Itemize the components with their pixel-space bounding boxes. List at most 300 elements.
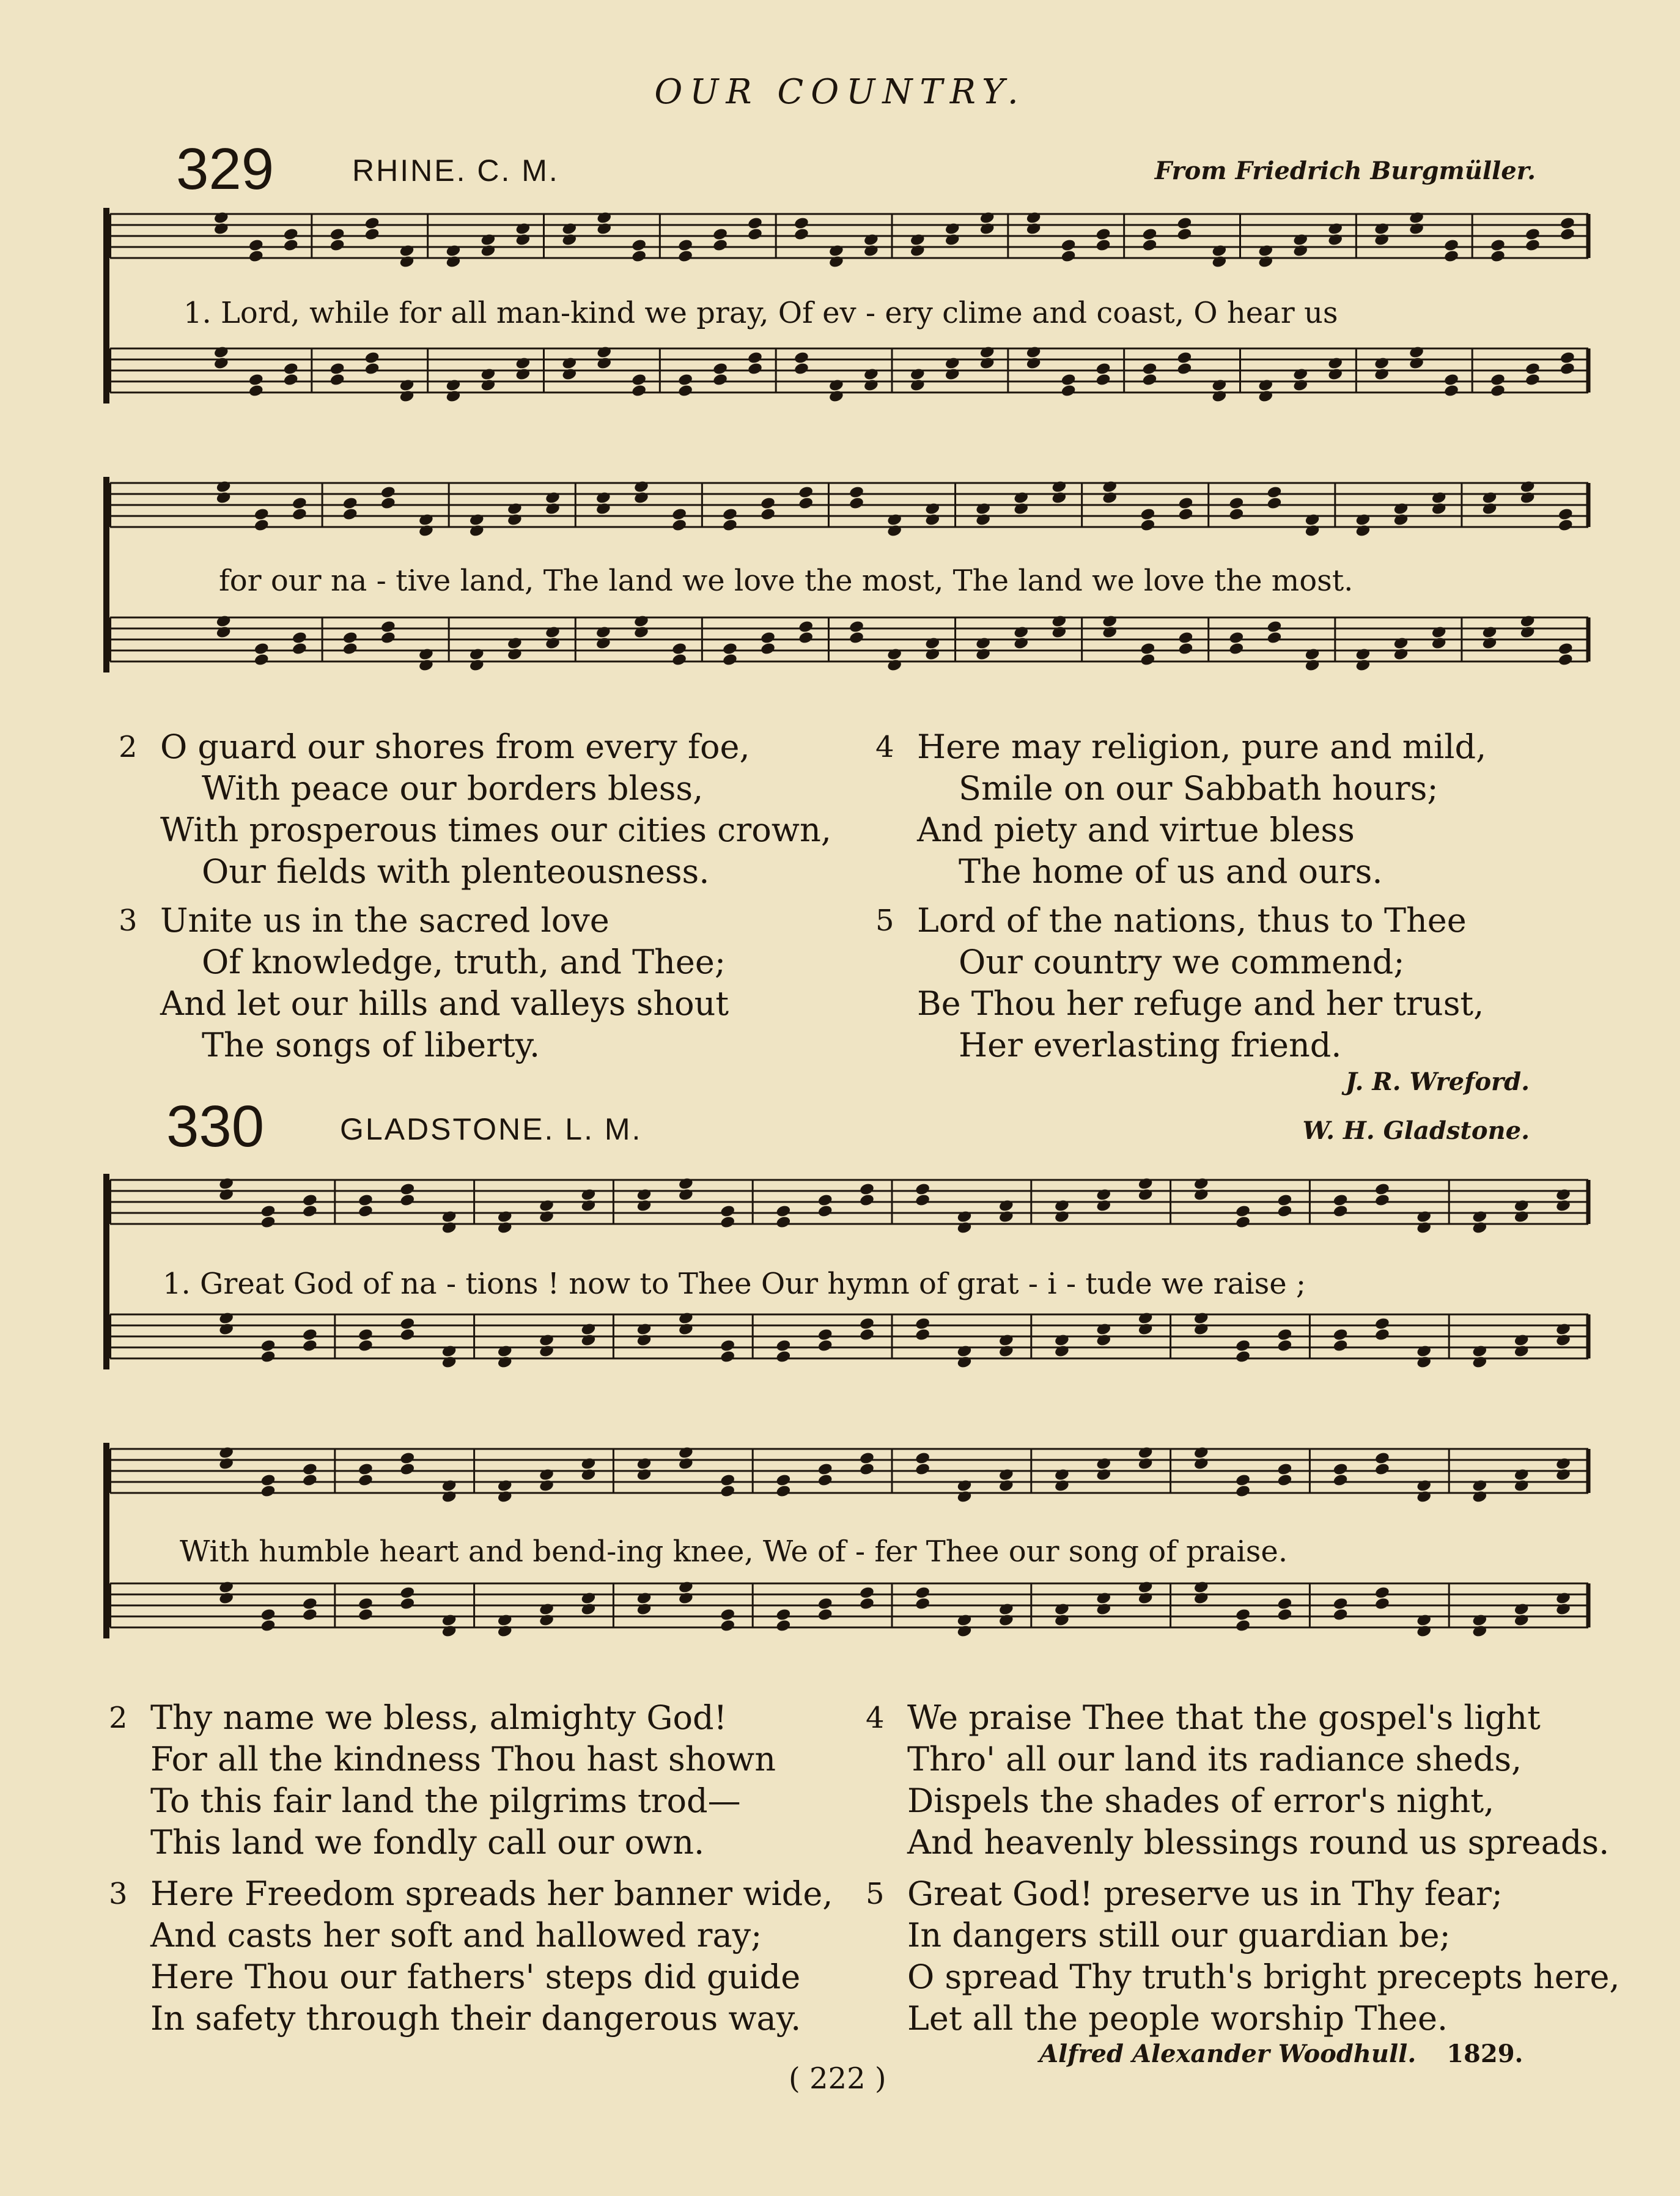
verse-line: With prosperous times our cities crown,	[160, 811, 831, 849]
note-head	[677, 384, 693, 398]
note-head	[1054, 1602, 1070, 1616]
note-head	[358, 1193, 374, 1207]
note-head	[399, 1451, 415, 1465]
note-head	[1177, 642, 1193, 656]
note-head	[886, 647, 902, 661]
note-head	[213, 222, 229, 236]
note-head	[441, 1490, 457, 1504]
note-head	[1141, 227, 1157, 241]
note-head	[1443, 384, 1459, 398]
note-head	[859, 1597, 875, 1611]
verse-line: And piety and virtue bless	[917, 811, 1355, 849]
note-head	[596, 222, 612, 236]
note-head	[886, 513, 902, 527]
note-head	[596, 345, 612, 359]
note-head	[218, 1188, 234, 1202]
note-head	[302, 1597, 318, 1611]
note-head	[380, 631, 396, 645]
note-head	[218, 1446, 234, 1460]
note-head	[1558, 653, 1574, 667]
note-head	[1416, 1613, 1432, 1627]
note-head	[1211, 378, 1227, 392]
note-head	[720, 1215, 735, 1229]
note-head	[1490, 238, 1506, 252]
verse-line: Our country we commend;	[959, 943, 1405, 981]
note-head	[828, 244, 844, 258]
verse-line: O guard our shores from every foe,	[160, 728, 750, 766]
note-head	[380, 496, 396, 510]
note-head	[580, 1322, 596, 1336]
note-head	[1193, 1591, 1209, 1605]
note-head	[1138, 1446, 1154, 1460]
note-head	[636, 1199, 652, 1213]
note-head	[580, 1457, 596, 1471]
note-head	[1140, 518, 1155, 532]
note-head	[441, 1355, 457, 1369]
note-head	[631, 249, 647, 263]
note-head	[975, 636, 991, 650]
note-head	[798, 485, 814, 499]
verse-line: Great God! preserve us in Thy fear;	[907, 1874, 1503, 1913]
note-head	[260, 1484, 276, 1498]
note-head	[399, 1193, 415, 1207]
note-head	[215, 491, 231, 505]
note-head	[1258, 244, 1273, 258]
note-head	[678, 1311, 694, 1325]
note-head	[1555, 1333, 1571, 1347]
note-head	[580, 1591, 596, 1605]
note-head	[677, 238, 693, 252]
note-head	[1525, 373, 1541, 387]
verse-line: Thro' all our land its radiance sheds,	[907, 1740, 1522, 1778]
tune-name: GLADSTONE. L. M.	[340, 1112, 643, 1146]
note-head	[1443, 249, 1459, 263]
note-head	[1277, 1462, 1292, 1476]
note-head	[915, 1193, 930, 1207]
note-head	[863, 378, 879, 392]
note-head	[863, 233, 879, 247]
note-head	[678, 1580, 694, 1594]
verse-line: Dispels the shades of error's night,	[907, 1781, 1495, 1820]
note-head	[515, 233, 531, 247]
note-head	[358, 1204, 374, 1218]
note-head	[561, 233, 577, 247]
verse-line: Smile on our Sabbath hours;	[959, 769, 1439, 808]
verse-line: Our fields with plenteousness.	[202, 852, 710, 891]
note-head	[1096, 1457, 1111, 1471]
note-head	[1292, 378, 1308, 392]
note-head	[342, 642, 358, 656]
note-head	[633, 625, 649, 639]
note-head	[292, 642, 308, 656]
note-head	[480, 367, 496, 381]
note-head	[1472, 1613, 1487, 1627]
note-head	[1277, 1204, 1292, 1218]
note-head	[342, 496, 358, 510]
note-head	[817, 1339, 833, 1353]
note-head	[1327, 367, 1343, 381]
note-head	[798, 620, 814, 634]
note-head	[859, 1317, 875, 1331]
note-head	[1141, 238, 1157, 252]
note-head	[1141, 373, 1157, 387]
note-head	[1416, 1479, 1432, 1493]
note-head	[859, 1451, 875, 1465]
verse-line: Her everlasting friend.	[959, 1026, 1342, 1064]
verse	[866, 1697, 1610, 1863]
note-head	[1266, 485, 1282, 499]
note-head	[507, 502, 523, 516]
note-head	[539, 1333, 554, 1347]
note-head	[248, 238, 264, 252]
note-head	[1095, 227, 1111, 241]
note-head	[218, 1311, 234, 1325]
note-head	[1332, 1608, 1348, 1622]
note-head	[515, 367, 531, 381]
note-head	[248, 384, 264, 398]
note-head	[1416, 1344, 1432, 1358]
note-head	[747, 227, 763, 241]
note-head	[1193, 1457, 1209, 1471]
note-head	[817, 1328, 833, 1342]
note-head	[1292, 244, 1308, 258]
verse-number: 4	[866, 1701, 885, 1735]
note-head	[358, 1339, 374, 1353]
note-head	[545, 636, 561, 650]
note-head	[998, 1333, 1014, 1347]
hymn-number: 330	[166, 1094, 265, 1159]
note-head	[979, 356, 995, 370]
note-head	[671, 642, 687, 656]
verse	[875, 900, 1484, 1066]
note-head	[399, 1597, 415, 1611]
note-head	[580, 1602, 596, 1616]
note-head	[1193, 1580, 1209, 1594]
note-head	[910, 378, 926, 392]
note-head	[775, 1339, 791, 1353]
note-head	[817, 1193, 833, 1207]
note-head	[747, 362, 763, 376]
running-head: OUR COUNTRY.	[654, 72, 1026, 112]
note-head	[1355, 658, 1371, 672]
verse	[119, 726, 831, 893]
note-head	[747, 216, 763, 230]
note-head	[1258, 255, 1273, 269]
note-head	[956, 1210, 972, 1224]
note-head	[1374, 1451, 1390, 1465]
note-head	[1235, 1339, 1251, 1353]
note-head	[1235, 1204, 1251, 1218]
note-head	[254, 642, 270, 656]
note-head	[1096, 1468, 1111, 1482]
note-head	[636, 1602, 652, 1616]
note-head	[1211, 244, 1227, 258]
note-head	[720, 1350, 735, 1364]
note-head	[1054, 1210, 1070, 1224]
note-head	[1054, 1333, 1070, 1347]
note-head	[1416, 1210, 1432, 1224]
verse-line: Here Thou our fathers' steps did guide	[150, 1958, 801, 1996]
note-head	[924, 636, 940, 650]
note-head	[292, 631, 308, 645]
note-head	[678, 1457, 694, 1471]
note-head	[1431, 636, 1447, 650]
note-head	[956, 1344, 972, 1358]
note-head	[283, 238, 299, 252]
note-head	[515, 356, 531, 370]
note-head	[1327, 356, 1343, 370]
note-head	[1332, 1204, 1348, 1218]
note-head	[1555, 1591, 1571, 1605]
note-head	[418, 513, 434, 527]
note-head	[998, 1199, 1014, 1213]
note-head	[760, 642, 776, 656]
note-head	[497, 1344, 513, 1358]
note-head	[975, 513, 991, 527]
note-head	[218, 1580, 234, 1594]
note-head	[1416, 1355, 1432, 1369]
note-head	[1431, 625, 1447, 639]
verse-line: Be Thou her refuge and her trust,	[917, 984, 1484, 1023]
note-head	[1393, 647, 1409, 661]
note-head	[1140, 653, 1155, 667]
note-head	[798, 496, 814, 510]
lyric-line: for our na - tive land, The land we love the most, The land we love the most.	[219, 564, 1354, 598]
note-head	[945, 222, 960, 236]
note-head	[497, 1490, 513, 1504]
note-head	[358, 1597, 374, 1611]
note-head	[1304, 524, 1320, 538]
note-head	[945, 233, 960, 247]
note-head	[631, 238, 647, 252]
note-head	[260, 1339, 276, 1353]
note-head	[671, 518, 687, 532]
note-head	[545, 502, 561, 516]
note-head	[218, 1177, 234, 1191]
note-head	[561, 367, 577, 381]
note-head	[507, 513, 523, 527]
verse-number: 3	[109, 1877, 128, 1911]
note-head	[302, 1204, 318, 1218]
note-head	[441, 1613, 457, 1627]
note-head	[1514, 1468, 1530, 1482]
note-head	[302, 1193, 318, 1207]
note-head	[975, 502, 991, 516]
note-head	[1054, 1468, 1070, 1482]
note-head	[1490, 373, 1506, 387]
note-head	[1277, 1608, 1292, 1622]
note-head	[1266, 620, 1282, 634]
note-head	[1102, 491, 1118, 505]
note-head	[1235, 1215, 1251, 1229]
note-head	[1026, 345, 1042, 359]
note-head	[910, 244, 926, 258]
note-head	[445, 244, 461, 258]
note-head	[441, 1344, 457, 1358]
note-head	[1051, 625, 1067, 639]
note-head	[260, 1350, 276, 1364]
note-head	[1472, 1221, 1487, 1235]
note-head	[1555, 1468, 1571, 1482]
verse-line: We praise Thee that the gospel's light	[907, 1698, 1541, 1737]
note-head	[596, 356, 612, 370]
note-head	[956, 1613, 972, 1627]
note-head	[998, 1479, 1014, 1493]
note-head	[859, 1182, 875, 1196]
note-head	[1292, 233, 1308, 247]
note-head	[1472, 1490, 1487, 1504]
note-head	[1481, 625, 1497, 639]
note-head	[775, 1215, 791, 1229]
verse-line: O spread Thy truth's bright precepts here,	[907, 1958, 1620, 1996]
verse-line: The home of us and ours.	[959, 852, 1383, 891]
note-head	[1096, 1591, 1111, 1605]
note-head	[760, 507, 776, 521]
note-head	[441, 1210, 457, 1224]
note-head	[497, 1624, 513, 1638]
note-head	[915, 1586, 930, 1600]
note-head	[1138, 1591, 1154, 1605]
note-head	[1332, 1462, 1348, 1476]
note-head	[828, 255, 844, 269]
note-head	[218, 1322, 234, 1336]
note-head	[1332, 1193, 1348, 1207]
note-head	[497, 1221, 513, 1235]
verse	[875, 726, 1487, 893]
note-head	[1416, 1490, 1432, 1504]
note-head	[631, 373, 647, 387]
note-head	[580, 1199, 596, 1213]
note-head	[1514, 1479, 1530, 1493]
composer: From Friedrich Burgmüller.	[1154, 157, 1536, 185]
note-head	[1560, 351, 1575, 365]
note-head	[671, 507, 687, 521]
note-head	[998, 1210, 1014, 1224]
note-head	[1096, 1322, 1111, 1336]
note-head	[1193, 1188, 1209, 1202]
note-head	[915, 1182, 930, 1196]
note-head	[956, 1221, 972, 1235]
note-head	[283, 362, 299, 376]
note-head	[1277, 1473, 1292, 1487]
note-head	[722, 653, 738, 667]
note-head	[1013, 502, 1029, 516]
note-head	[1141, 362, 1157, 376]
note-head	[678, 1177, 694, 1191]
note-head	[1138, 1322, 1154, 1336]
note-head	[1138, 1177, 1154, 1191]
note-head	[794, 362, 809, 376]
note-head	[302, 1473, 318, 1487]
note-head	[1051, 614, 1067, 628]
note-head	[330, 227, 345, 241]
note-head	[886, 524, 902, 538]
note-head	[1332, 1339, 1348, 1353]
note-head	[260, 1608, 276, 1622]
note-head	[1176, 362, 1192, 376]
note-head	[595, 491, 611, 505]
note-head	[945, 367, 960, 381]
note-head	[1374, 222, 1390, 236]
note-head	[399, 1317, 415, 1331]
note-head	[1555, 1199, 1571, 1213]
note-head	[794, 351, 809, 365]
note-head	[671, 653, 687, 667]
note-head	[678, 1591, 694, 1605]
note-head	[399, 389, 414, 403]
verse-line: Let all the people worship Thee.	[907, 1999, 1448, 2038]
note-head	[1332, 1597, 1348, 1611]
note-head	[775, 1204, 791, 1218]
note-head	[480, 244, 496, 258]
note-head	[260, 1619, 276, 1633]
note-head	[722, 507, 738, 521]
note-head	[1560, 227, 1575, 241]
verse	[119, 900, 729, 1066]
note-head	[1177, 507, 1193, 521]
note-head	[1409, 345, 1424, 359]
note-head	[1472, 1624, 1487, 1638]
note-head	[633, 614, 649, 628]
note-head	[330, 362, 345, 376]
verse-line: With peace our borders bless,	[202, 769, 704, 808]
note-head	[595, 502, 611, 516]
note-head	[1525, 362, 1541, 376]
note-head	[539, 1199, 554, 1213]
note-head	[213, 356, 229, 370]
note-head	[1481, 502, 1497, 516]
verse-line: Here may religion, pure and mild,	[917, 728, 1487, 766]
note-head	[418, 647, 434, 661]
note-head	[722, 518, 738, 532]
note-head	[1013, 625, 1029, 639]
note-head	[636, 1333, 652, 1347]
note-head	[292, 507, 308, 521]
note-head	[1235, 1473, 1251, 1487]
note-head	[441, 1221, 457, 1235]
note-head	[636, 1591, 652, 1605]
note-head	[441, 1624, 457, 1638]
note-head	[1416, 1221, 1432, 1235]
note-head	[817, 1608, 833, 1622]
note-head	[1490, 384, 1506, 398]
note-head	[539, 1602, 554, 1616]
note-head	[380, 485, 396, 499]
note-head	[515, 222, 531, 236]
note-head	[469, 658, 485, 672]
note-head	[1060, 373, 1076, 387]
note-head	[712, 362, 728, 376]
note-head	[1292, 367, 1308, 381]
note-head	[1054, 1344, 1070, 1358]
note-head	[828, 389, 844, 403]
note-head	[445, 378, 461, 392]
note-head	[1304, 647, 1320, 661]
note-head	[595, 636, 611, 650]
note-head	[418, 658, 434, 672]
note-head	[1060, 384, 1076, 398]
note-head	[1327, 222, 1343, 236]
note-head	[1138, 1188, 1154, 1202]
note-head	[302, 1462, 318, 1476]
note-head	[1304, 658, 1320, 672]
lyric-line: 1. Great God of na - tions ! now to Thee Our hymn of grat - i - tude we raise ;	[163, 1267, 1306, 1301]
author	[1039, 2039, 1523, 2068]
note-head	[1060, 249, 1076, 263]
note-head	[924, 647, 940, 661]
note-head	[254, 653, 270, 667]
note-head	[1431, 502, 1447, 516]
